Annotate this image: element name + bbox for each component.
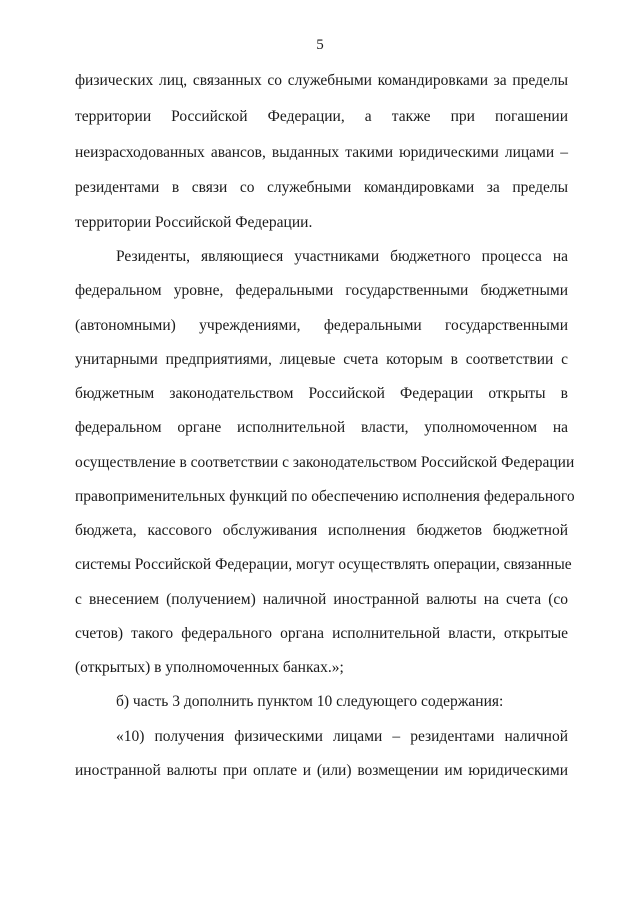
text-line: федеральном уровне, федеральными государственными бюджетными xyxy=(75,282,568,299)
text-line: унитарными предприятиями, лицевые счета которым в соответствии с xyxy=(75,351,568,368)
text-line: с внесением (получением) наличной иностранной валюты на счета (со xyxy=(75,591,568,608)
text-line: физических лиц, связанных со служебными командировками за пределы xyxy=(75,72,568,89)
text-line: системы Российской Федерации, могут осуществлять операции, связанные xyxy=(75,556,572,573)
text-line: федеральном органе исполнительной власти, уполномоченном на xyxy=(75,419,568,436)
text-line: б) часть 3 дополнить пунктом 10 следующего содержания: xyxy=(116,693,504,710)
text-line: счетов) такого федерального органа исполнительной власти, открытые xyxy=(75,625,568,642)
text-line: иностранной валюты при оплате и (или) возмещении им юридическими xyxy=(75,762,568,779)
text-line: территории Российской Федерации, а также при погашении xyxy=(75,108,568,125)
text-line: «10) получения физическими лицами – резидентами наличной xyxy=(116,728,568,745)
text-line: (открытых) в уполномоченных банках.»; xyxy=(75,659,344,676)
text-line: Резиденты, являющиеся участниками бюджетного процесса на xyxy=(116,248,568,265)
text-line: бюджетным законодательством Российской Федерации открыты в xyxy=(75,385,568,402)
text-line: резидентами в связи со служебными командировками за пределы xyxy=(75,179,568,196)
text-line: территории Российской Федерации. xyxy=(75,214,313,231)
text-line: неизрасходованных авансов, выданных такими юридическими лицами – xyxy=(75,144,568,161)
text-line: правоприменительных функций по обеспечению исполнения федерального xyxy=(75,488,575,505)
page-number: 5 xyxy=(316,37,324,53)
text-line: осуществление в соответствии с законодательством Российской Федерации xyxy=(75,454,575,471)
text-line: бюджета, кассового обслуживания исполнения бюджетов бюджетной xyxy=(75,522,568,539)
text-line: (автономными) учреждениями, федеральными государственными xyxy=(75,317,568,334)
